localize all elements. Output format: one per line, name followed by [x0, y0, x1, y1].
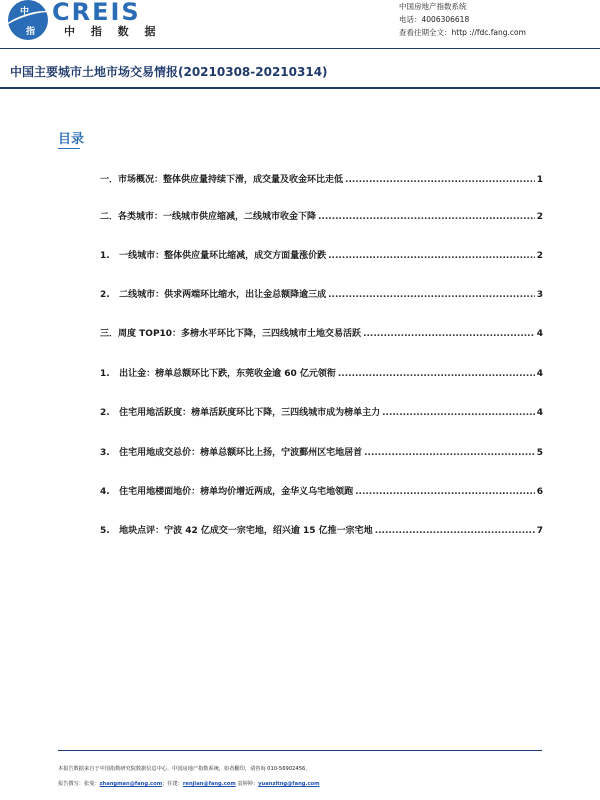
toc-item[interactable] [100, 523, 543, 537]
toc-leader [318, 212, 535, 222]
logo-name-en: CREIS [52, 0, 141, 26]
toc-item-number: 1. [100, 369, 120, 379]
author-email-link[interactable]: zhangman@fang.com [99, 781, 163, 787]
toc-leader [328, 251, 535, 261]
toc-leader [363, 329, 535, 339]
toc-leader [382, 408, 535, 418]
report-title: 中国主要城市土地市场交易情报(20210308-20210314) [10, 65, 328, 79]
footer-separator: 袁婷婷： [235, 781, 259, 787]
toc-item-page: 1 [536, 175, 543, 185]
toc-item[interactable] [100, 248, 543, 262]
fulltext-link[interactable]: 查看往期全文：http ://fdc.fang.com [399, 28, 526, 37]
toc-item[interactable] [100, 287, 543, 301]
logo-emblem-icon [8, 0, 48, 40]
toc-item[interactable] [100, 405, 543, 419]
footer [58, 762, 548, 792]
toc-leader [355, 487, 535, 497]
toc-item-text: 住宅用地楼面地价：榜单均价增近两成，金华义乌宅地领跑 [119, 487, 354, 497]
logo-name-cn: 中 指 数 据 [64, 25, 162, 38]
toc-item-text: 周度 TOP10：多榜水平环比下降，三四线城市土地交易活跃 [118, 329, 362, 339]
footer-authors [58, 777, 548, 792]
toc-item-number: 3. [100, 448, 120, 458]
toc-item-text: 住宅用地成交总价：榜单总额环比上扬，宁波鄞州区宅地居首 [119, 448, 363, 458]
toc-item-number: 5. [100, 526, 120, 536]
footer-authors-prefix: 报告撰写：张曼： [58, 781, 100, 787]
toc-item[interactable] [100, 366, 543, 380]
header [0, 0, 600, 50]
toc-item-page: 4 [536, 329, 543, 339]
toc-heading: 目录 [58, 128, 84, 147]
toc-item-number: 二． [100, 212, 119, 222]
footer-source-note: 本报告数据来自于中国指数研究院数据信息中心、中国房地产指数系统，如者翻印，请咨询 010-56902456。 [58, 766, 311, 772]
toc-item-text: 市场概况：整体供应量持续下滑，成交量及收金环比走低 [118, 175, 344, 185]
system-name: 中国房地产指数系统 [399, 2, 467, 11]
header-divider [0, 48, 600, 49]
toc-item-page: 6 [536, 487, 543, 497]
title-divider [0, 87, 600, 89]
toc-leader [338, 369, 535, 379]
toc-item-text: 地块点评：宁波 42 亿成交一宗宅地，绍兴逾 15 亿推一宗宅地 [119, 526, 373, 536]
toc-item[interactable] [100, 326, 543, 340]
toc-item[interactable] [100, 172, 543, 186]
toc-item-text: 二线城市：供求两端环比缩水，出让金总额降逾三成 [119, 290, 327, 300]
toc-item-text: 出让金：榜单总额环比下跌，东莞收金逾 60 亿元领衔 [119, 369, 336, 379]
toc-item-page: 3 [536, 290, 543, 300]
creis-logo [8, 0, 168, 40]
logo-emblem-char: 指 [26, 27, 36, 37]
toc-leader [364, 448, 535, 458]
toc-item-page: 2 [536, 212, 543, 222]
toc-item-number: 2. [100, 408, 120, 418]
toc-item-number: 2. [100, 290, 120, 300]
toc-leader [328, 290, 535, 300]
toc-item-text: 一线城市：整体供应量环比缩减，成交方面量涨价跌 [119, 251, 327, 261]
toc-item-text: 住宅用地活跃度：榜单活跃度环比下降，三四线城市成为榜单主力 [119, 408, 381, 418]
toc-item-number: 三． [100, 329, 119, 339]
toc-item-number: 1. [100, 251, 120, 261]
toc-item-number: 一． [100, 175, 119, 185]
author-email-link[interactable]: renjian@fang.com [182, 781, 236, 787]
logo-emblem-char: 中 [20, 7, 30, 17]
toc-item-page: 2 [536, 251, 543, 261]
phone: 电话：4006306618 [399, 15, 470, 24]
toc-item-number: 4. [100, 487, 120, 497]
toc-leader [345, 175, 535, 185]
toc-leader [375, 526, 535, 536]
toc-item-page: 5 [536, 448, 543, 458]
toc-item-page: 4 [536, 369, 543, 379]
toc-item[interactable] [100, 484, 543, 498]
toc-item[interactable] [100, 445, 543, 459]
contact-info [399, 0, 526, 39]
footer-separator: ；任建： [162, 781, 183, 787]
author-email-link[interactable]: yuanzitng@fang.com [258, 781, 320, 787]
toc-item-text: 各类城市：一线城市供应缩减，二线城市收金下降 [118, 212, 317, 222]
toc-item-page: 7 [536, 526, 543, 536]
toc-item-page: 4 [536, 408, 543, 418]
toc-item[interactable] [100, 209, 543, 223]
footer-divider [58, 750, 542, 751]
